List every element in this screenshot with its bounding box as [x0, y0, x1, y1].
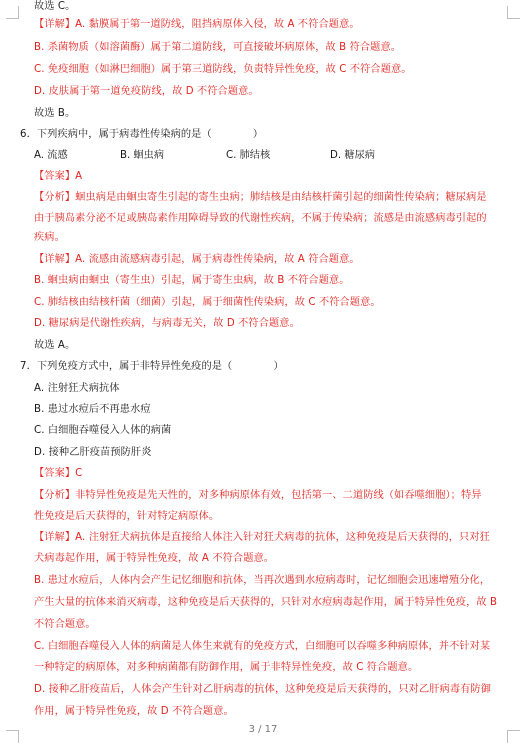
- answer-text-line: D. 接种乙肝疫苗后，人体会产生针对乙肝病毒的抗体，这种免疫是后天获得的，只对乙肝病毒有防御: [34, 684, 491, 695]
- answer-text-line: 【详解】A. 黏膜属于第一道防线，阻挡病原体入侵，故 A 不符合题意。: [34, 19, 360, 30]
- answer-text-line: 由于胰岛素分泌不足或胰岛素作用障碍导致的代谢性疾病，不属于传染病；流感是由流感病毒引起的: [34, 213, 487, 224]
- question-text-line: D. 接种乙肝疫苗预防肝炎: [34, 447, 152, 458]
- answer-text-line: 【详解】A. 注射狂犬病抗体是直接给人体注入针对狂犬病毒的抗体，这种免疫是后天获得的，只对狂: [34, 532, 490, 543]
- question-text-line: 7．下列免疫方式中，属于非特异性免疫的是（ ）: [20, 361, 284, 372]
- answer-text-line: B. 杀菌物质（如溶菌酶）属于第二道防线，可直接破坏病原体，故 B 符合题意。: [34, 42, 402, 53]
- answer-text-line: 【详解】A. 流感由流感病毒引起，属于病毒性传染病，故 A 符合题意。: [34, 254, 360, 265]
- question-text-line: A. 注射狂犬病抗体: [34, 383, 120, 394]
- answer-text-line: B. 蛔虫病由蛔虫（寄生虫）引起，属于寄生虫病，故 B 不符合题意。: [34, 275, 350, 286]
- answer-text-line: 产生大量的抗体来消灭病毒，这种免疫是后天获得的，只针对水痘病毒起作用，属于特异性免疫，故 B: [34, 597, 498, 608]
- answer-text-line: C. 白细胞吞噬侵入人体的病菌是人体生来就有的免疫方式，白细胞可以吞噬多种病原体，并不针对某: [34, 641, 491, 652]
- question-option: B. 蛔虫病: [120, 150, 165, 161]
- answer-text-line: 【分析】非特异性免疫是先天性的，对多种病原体有效，包括第一、二道防线（如吞噬细胞）；特异: [34, 490, 482, 501]
- answer-text-line: C. 肺结核由结核杆菌（细菌）引起，属于细菌性传染病，故 C 不符合题意。: [34, 297, 381, 308]
- answer-text-line: 【答案】C: [34, 468, 83, 479]
- answer-text-line: C. 免疫细胞（如淋巴细胞）属于第三道防线，负责特异性免疫，故 C 不符合题意。: [34, 64, 412, 75]
- question-option: A. 流感: [34, 150, 68, 161]
- answer-text-line: 疾病。: [34, 232, 65, 243]
- answer-text-line: 【分析】蛔虫病是由蛔虫寄生引起的寄生虫病；肺结核是由结核杆菌引起的细菌性传染病；糖尿病是: [34, 192, 487, 203]
- page-number: 3 / 17: [248, 724, 278, 735]
- answer-text-line: 【答案】A: [34, 171, 83, 182]
- question-option: D. 糖尿病: [330, 150, 375, 161]
- question-text-line: B. 患过水痘后不再患水痘: [34, 404, 151, 415]
- answer-text-line: 性免疫是后天获得的，针对特定病原体。: [34, 511, 220, 522]
- crop-mark: [6, 6, 19, 19]
- question-text-line: 故选 B。: [34, 108, 76, 119]
- answer-text-line: 不符合题意。: [34, 619, 96, 630]
- question-text-line: 故选 C。: [34, 1, 76, 12]
- question-option: C. 肺结核: [226, 150, 271, 161]
- answer-text-line: 一种特定的病原体，对多种病菌都有防御作用，属于非特异性免疫，故 C 符合题意。: [34, 662, 419, 673]
- question-text-line: 6．下列疾病中，属于病毒性传染病的是（ ）: [20, 129, 264, 140]
- answer-text-line: 犬病毒起作用，属于特异性免疫，故 A 不符合题意。: [34, 553, 275, 564]
- question-text-line: C. 白细胞吞噬侵入人体的病菌: [34, 425, 172, 436]
- answer-text-line: B. 患过水痘后，人体内会产生记忆细胞和抗体，当再次遇到水痘病毒时，记忆细胞会迅速增殖分化，: [34, 575, 491, 586]
- answer-text-line: 作用，属于特异性免疫，故 D 不符合题意。: [34, 706, 234, 717]
- answer-text-line: D. 皮肤属于第一道免疫防线，故 D 不符合题意。: [34, 86, 259, 97]
- answer-text-line: D. 糖尿病是代谢性疾病，与病毒无关，故 D 不符合题意。: [34, 318, 300, 329]
- crop-mark: [507, 6, 520, 19]
- question-text-line: 故选 A。: [34, 340, 76, 351]
